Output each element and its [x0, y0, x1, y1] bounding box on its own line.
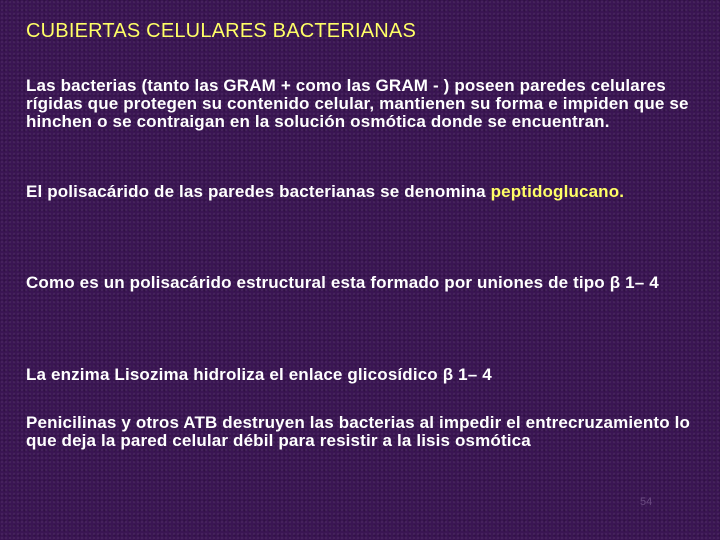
- peptidoglycan-highlight: peptidoglucano.: [490, 182, 625, 201]
- paragraph-peptidoglycan: [26, 183, 696, 201]
- slide-title: CUBIERTAS CELULARES BACTERIANAS: [26, 20, 417, 42]
- peptidoglycan-text: El polisacárido de las paredes bacterianas se denomina: [26, 182, 486, 201]
- page-number: 54: [640, 496, 653, 508]
- paragraph-cell-walls: Las bacterias (tanto las GRAM + como las GRAM - ) poseen paredes celulares rígidas que protegen su contenido celular, mantienen su forma e impiden que se hinchen o se contraigan en la solución osmótica donde se encuentran.: [26, 76, 689, 131]
- paragraph-beta-bonds: Como es un polisacárido estructural esta formado por uniones de tipo β 1– 4: [26, 273, 659, 292]
- paragraph-penicillins: Penicilinas y otros ATB destruyen las bacterias al impedir el entrecruzamiento lo que deja la pared celular débil para resistir a la lisis osmótica: [26, 413, 691, 450]
- paragraph-lysozyme: La enzima Lisozima hidroliza el enlace glicosídico β 1– 4: [26, 365, 492, 384]
